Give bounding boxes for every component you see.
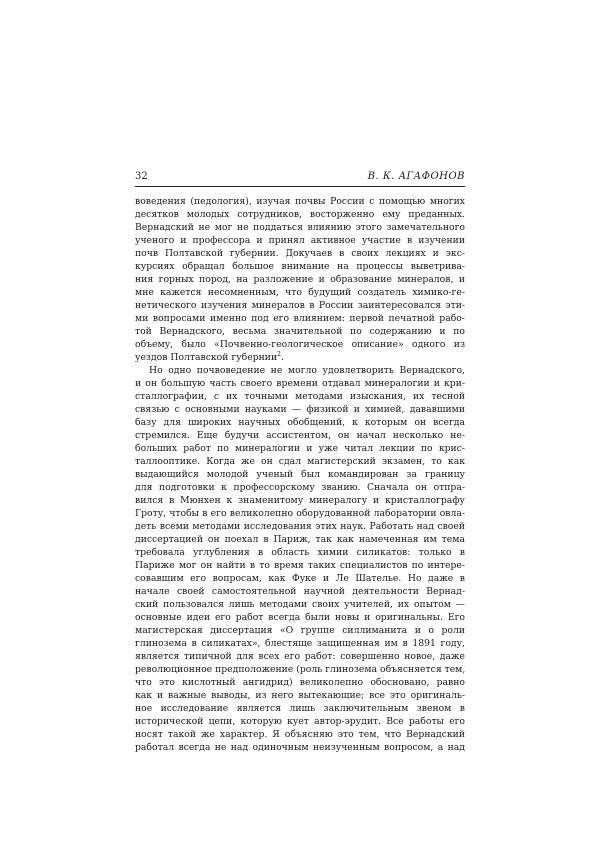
text-line (135, 702, 465, 715)
text-line-content: ми вопросами именно под его влиянием: первой печатной рабо- (135, 313, 465, 324)
text-line-content: курсиях обращал большое внимание на процессы выветрива- (135, 261, 465, 272)
text-line-content: Гроту, чтобы в его великолепно оборудованной лаборатории овла- (135, 508, 465, 519)
text-line (135, 325, 465, 338)
text-line-content: связью с основными науками — физикой и химией, дававшими (135, 404, 465, 415)
text-line (135, 416, 465, 429)
text-line-content: Париже мог он найти в то время таких специалистов по интере- (135, 560, 465, 571)
text-line-content: совавшим его вопросам, как Фуке и Ле Шателье. Но даже в (135, 573, 465, 584)
text-line (135, 455, 465, 468)
text-line (135, 468, 465, 481)
text-line (135, 377, 465, 390)
text-line (135, 195, 465, 208)
text-line-content: мне кажется несомненным, что будущий создатель химико-ге- (135, 287, 465, 298)
text-line (135, 507, 465, 520)
text-line-content: ное исследование является лишь заключительным звеном в (135, 703, 465, 714)
text-line-content: для подготовки к профессорскому званию. Сначала он отпра- (135, 482, 465, 493)
text-line (135, 286, 465, 299)
text-line (135, 221, 465, 234)
text-line-content: магистерская диссертация «О группе силлиманита и о роли (135, 625, 465, 636)
text-line-content: базу для широких научных обобщений, к которым он всегда (135, 417, 465, 428)
paragraph (135, 195, 465, 364)
text-line-content: нетического изучения минералов в России заинтересовался эти- (135, 300, 465, 311)
text-line-content: объему, было «Почвенно-геологическое описание» одного из (135, 339, 465, 350)
text-line-content: как и важные выводы, из него вытекающие; все это оригиналь- (135, 690, 465, 701)
text-line (135, 364, 465, 377)
text-line (135, 442, 465, 455)
text-line-content: больших работ по минералогии и уже читал лекции по крис- (135, 443, 465, 454)
text-line-content: основные идеи его работ всегда были новы и оригинальны. Его (135, 612, 465, 623)
text-line (135, 403, 465, 416)
text-line (135, 533, 465, 546)
text-line (135, 689, 465, 702)
text-line-content: ский пользовался лишь методами своих учителей, их опытом — (135, 599, 465, 610)
paragraph (135, 364, 465, 754)
text-line-content: революционное предположение (роль глинозема объясняется тем, (135, 664, 465, 675)
text-line-content: и он большую часть своего времени отдавал минералогии и кри- (135, 378, 465, 389)
text-line-content: воведения (педология), изучая почвы России с помощью многих (135, 196, 465, 207)
text-line-content: Вернадский не мог не поддаться влиянию этого замечательного (135, 222, 465, 233)
text-line (135, 715, 465, 728)
text-line-content: уездов Полтавской губернии (135, 352, 278, 363)
text-line-content: сталлографии, с их точными методами изыскания, их тесной (135, 391, 465, 402)
text-line (135, 637, 465, 650)
text-line (135, 611, 465, 624)
text-line (135, 429, 465, 442)
book-page (135, 170, 465, 754)
running-head (135, 170, 465, 187)
text-line (135, 559, 465, 572)
text-line (135, 624, 465, 637)
text-line (135, 741, 465, 754)
text-line-content: десятков молодых сотрудников, восторженно ему преданных. (135, 209, 465, 220)
text-line-content: носят такой же характер. Я объясняю это тем, что Вернадский (135, 729, 465, 740)
text-line-content: стремился. Еще будучи ассистентом, он начал несколько не- (135, 430, 465, 441)
text-line (135, 598, 465, 611)
text-line (135, 273, 465, 286)
text-line (135, 260, 465, 273)
page-number: 32 (135, 171, 148, 182)
text-line (135, 208, 465, 221)
text-line (135, 390, 465, 403)
text-line (135, 299, 465, 312)
text-line-content: диссертацией он поехал в Париж, так как намеченная им тема (135, 534, 465, 545)
text-line (135, 312, 465, 325)
text-line-content: ния горных пород, на разложение и образование минералов, и (135, 274, 465, 285)
text-line-content: вился в Мюнхен к знаменитому минералогу и кристаллографу (135, 495, 465, 506)
text-line (135, 585, 465, 598)
text-line-content: той Вернадского, весьма значительной по содержанию и по (135, 326, 465, 337)
text-line-content: исторической цепи, которую кует автор-эрудит. Все работы его (135, 716, 465, 727)
text-line-content: почв Полтавской губернии. Докучаев в своих лекциях и экс- (135, 248, 465, 259)
line-tail-punctuation: . (280, 352, 284, 363)
text-line (135, 572, 465, 585)
text-line (135, 247, 465, 260)
text-line (135, 520, 465, 533)
text-line (135, 481, 465, 494)
text-line-content: деть всеми методами исследования этих наук. Работать над своей (135, 521, 465, 532)
text-line (135, 650, 465, 663)
footnote-reference: 2 (277, 351, 281, 358)
text-line (135, 728, 465, 741)
text-line (135, 338, 465, 351)
text-line (135, 676, 465, 689)
text-line-content: Но одно почвоведение не могло удовлетворить Вернадского, (149, 365, 465, 376)
running-head-author: В. К. АГАФОНОВ (367, 171, 465, 182)
text-line (135, 351, 465, 364)
text-line-content: таллооптике. Когда же он сдал магистерский экзамен, то как (135, 456, 465, 467)
text-line (135, 546, 465, 559)
text-line (135, 663, 465, 676)
text-line-content: является типичной для всех его работ: совершенно новое, даже (135, 651, 465, 662)
text-line-content: выдающийся молодой ученый был командирован за границу (135, 469, 465, 480)
text-line-content: требовала углубления в область химии силикатов: только в (135, 547, 465, 558)
body-text (135, 195, 465, 754)
text-line (135, 494, 465, 507)
text-line-content: ученого и профессора и принял активное участие в изучении (135, 235, 465, 246)
text-line-content: работал всегда не над одиночным неизученным вопросом, а над (135, 742, 465, 753)
text-line-content: глинозема в силикатах», блестяще защищенная им в 1891 году, (135, 638, 465, 649)
text-line-content: что это кислотный ангидрид) великолепно обосновано, равно (135, 677, 465, 688)
text-line (135, 234, 465, 247)
text-line-content: начале своей самостоятельной научной деятельности Вернад- (135, 586, 465, 597)
